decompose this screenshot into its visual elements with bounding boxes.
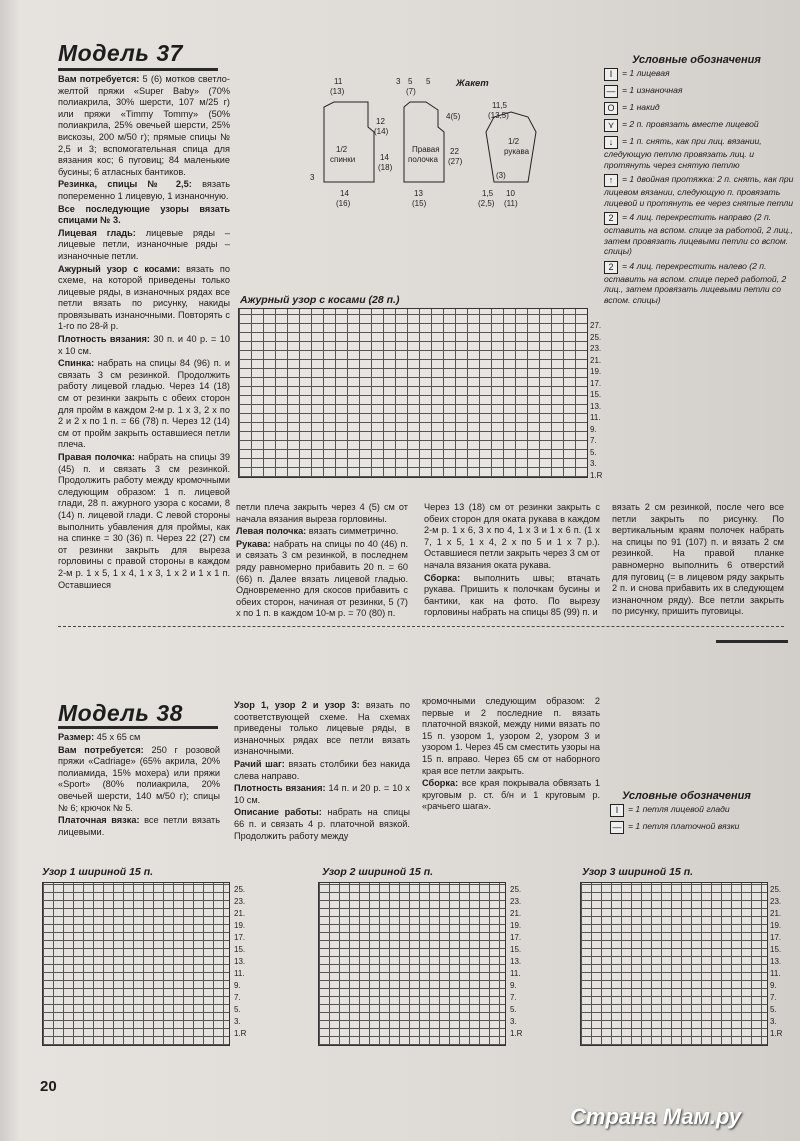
chart-title-37: Ажурный узор с косами (28 п.) [240, 294, 400, 306]
legend-title-37: Условные обозначения [632, 54, 761, 66]
row-number: 21. [590, 355, 602, 365]
legend-item [604, 261, 794, 306]
legend-symbol-icon: I [604, 68, 618, 81]
schema-label: 3 [310, 173, 315, 182]
legend-item [604, 85, 794, 98]
paragraph-heading: Рачий шаг: [234, 758, 285, 769]
legend-item [604, 102, 794, 115]
chart-title-pattern-3: Узор 3 шириной 15 п. [582, 866, 694, 878]
row-number: 7. [510, 993, 517, 1002]
paragraph-text: набрать на спицы 39 (45) п. и связать 3 см резинкой. Продолжить работу между кромочными следующим образом: 1 п. лицевой глади, 28 п. ажурного узора с косами, 8 (14) п. лицевой глади. С левой стороны выполнить убавления для проймы, как на спинке = 30 (36) п. Через 22 (27) см от резинки закрыть для выреза горловины с правой стороны в каждом 2-м р. 1 х 5, 1 х 4, 1 х 3, 1 х 2 и 1 х 1 п. Оставшиеся [58, 452, 231, 590]
schema-label: (3) [496, 171, 506, 180]
schema-label: 5 [408, 77, 413, 86]
schema-title: Жакет [456, 78, 489, 89]
model-38-column-3 [422, 696, 600, 814]
paragraph [424, 573, 600, 619]
row-number: 19. [234, 921, 246, 930]
paragraph [58, 264, 230, 334]
pattern-1-chart [42, 882, 230, 1046]
schema-label: 10 [506, 189, 515, 198]
row-number: 17. [234, 933, 246, 942]
schema-label: 12 [376, 117, 385, 126]
paragraph [234, 700, 410, 758]
row-number: 7. [234, 993, 241, 1002]
paragraph-heading: Ажурный узор с косами: [58, 263, 181, 274]
paragraph-heading: Платочная вязка: [58, 815, 140, 826]
paragraph [236, 539, 408, 620]
paragraph [234, 759, 410, 782]
legend-item [604, 136, 794, 170]
paragraph [58, 334, 230, 357]
schema-label: спинки [330, 155, 356, 164]
paragraph-heading: Спинка: [58, 358, 95, 369]
row-number: 3. [590, 459, 597, 468]
row-number: 13. [590, 401, 602, 411]
paragraph-text: 250 г розовой пряжи «Cadriage» (65% акрила, 20% полиамида, 15% мохера) или пряжи «Sport» (80% полиакрила, 20% овечьей шерсти, 140 м/50 г); спицы № 6; крючок № 5. [58, 744, 220, 813]
schema-label: 5 [426, 77, 431, 86]
schema-label: (27) [448, 157, 463, 166]
model-38-column-1 [58, 732, 220, 839]
chart-title-pattern-2: Узор 2 шириной 15 п. [322, 866, 434, 878]
model-38-column-2 [234, 700, 410, 843]
pattern-2-chart [318, 882, 506, 1046]
schema-label: 4(5) [446, 112, 461, 121]
paragraph [422, 696, 600, 777]
schema-label: 14 [380, 153, 389, 162]
schema-label: 13 [414, 189, 423, 198]
row-number: 15. [770, 945, 782, 954]
legend-38 [610, 804, 790, 838]
paragraph-heading: Вам потребуется: [58, 74, 140, 84]
row-number: 13. [510, 957, 522, 966]
legend-item [604, 174, 794, 208]
row-number: 3. [510, 1017, 517, 1026]
paragraph-heading: Плотность вязания: [58, 334, 150, 345]
paragraph-text: вязать столбики без накида слева направо. [234, 758, 410, 781]
paragraph-heading: Сборка: [424, 572, 461, 583]
legend-item [604, 68, 794, 81]
paragraph-heading: Все последующие узоры вязать спицами № 3. [58, 203, 230, 226]
row-number: 13. [234, 957, 246, 966]
schema-label: (16) [336, 199, 351, 208]
row-number: 9. [510, 981, 517, 990]
row-number: 11. [590, 413, 601, 422]
paragraph-text: 45 х 65 см [94, 732, 141, 742]
row-number: 25. [234, 885, 246, 894]
paragraph-text: лицевые ряды – лицевые петли, изнаночные ряды – изнаночные петли. [58, 227, 230, 261]
legend-symbol-icon: — [610, 821, 624, 834]
row-number: 25. [510, 885, 522, 894]
model-37-column-2 [236, 502, 408, 621]
paragraph [58, 358, 230, 451]
schema-label: (13,5) [488, 111, 509, 120]
row-number: 15. [234, 945, 246, 954]
schema-label: (14) [374, 127, 389, 136]
row-number: 11. [770, 969, 781, 978]
chart-row-numbers-37 [590, 320, 602, 481]
paragraph-text: вязать по схеме, на которой приведены только лицевые ряды, в изнаночных рядах все петли вязать по рисунку, накиды провязывать изнаночными. Повторять с 1-го по 28-й р. [58, 263, 230, 332]
row-number: 11. [510, 969, 521, 978]
legend-text: = 4 лиц. перекрестить налево (2 п. оставить на вспом. спице перед работой, 2 лиц., затем провязать лицевыми петли со вспом. спицы) [604, 260, 787, 305]
legend-text: = 1 изнаночная [622, 85, 683, 95]
schema-label: (2,5) [478, 199, 495, 208]
paragraph-text: 30 п. и 40 р. = 10 х 10 см. [58, 334, 230, 356]
row-number: 1.R [234, 1029, 247, 1038]
row-number: 17. [510, 933, 522, 942]
section-divider [58, 626, 784, 627]
paragraph-text: 14 п. и 20 р. = 10 х 10 см. [234, 783, 410, 805]
paragraph-text: вязать по соответствующей схеме. На схемах приведены только лицевые ряды, в изнаночных рядах все петли вязать изнаночными. [234, 700, 410, 757]
paragraph [58, 815, 220, 838]
row-number: 21. [510, 909, 522, 918]
watermark: Страна Мам.ру [570, 1104, 742, 1129]
row-number: 25. [590, 332, 602, 342]
legend-symbol-icon: ⋎ [604, 119, 618, 132]
schema-label: полочка [408, 155, 438, 164]
row-number: 23. [510, 897, 522, 906]
paragraph-heading: Описание работы: [234, 807, 322, 818]
row-number: 25. [770, 885, 782, 894]
model-37-column-3 [424, 502, 600, 620]
row-number: 23. [770, 897, 782, 906]
row-number: 3. [234, 1017, 241, 1026]
schema-label: 11 [334, 77, 343, 86]
legend-symbol-icon: I [610, 804, 624, 817]
paragraph [612, 502, 784, 618]
paragraph-text: набрать на спицы по 40 (46) п. и связать 3 см резинкой, в последнем ряду равномерно прибавить 20 п. = 60 (66) п. Далее вязать лицевой гладью. Одновременно для скосов прибавить с обеих сторон, начиная от резинки, 5 (7) х по 1 п. в каждом 10-м р. = 70 (80) п. [236, 538, 408, 619]
paragraph-text: вязать 2 см резинкой, после чего все петли закрыть по рисунку. По вертикальным краям полочек набрать на спицы по 91 (107) п. и вязать 2 см резинкой. На правой планке равномерно выполнить 6 отверстий для пуговиц (= в лицевом ряду закрыть 2 п. и снова прибавить их в следующем изнаночном ряду). Все петли закрыть по рисунку, пришить пуговицы. [612, 502, 784, 617]
paragraph-heading: Вам потребуется: [58, 744, 144, 755]
paragraph-text: выполнить швы; втачать рукава. Пришить к полочкам бусины и бантики, как на фото. По вырезу горловины набрать на спицы 85 (99) п. и [424, 572, 600, 618]
garment-schema [296, 72, 546, 217]
paragraph-text: Через 13 (18) см от резинки закрыть с обеих сторон для оката рукава в каждом 2-м р. 1 х 6, 3 х по 4, 1 х 3 и 1 х 6 п. (1 х 7, 1 х 5, 1 х 4, 2 х по 5 и 1 х 7 р.). Оставшиеся петли закрыть через 3 см от начала вязания оката рукава. [424, 502, 600, 570]
legend-text: = 1 двойная протяжка: 2 п. снять, как при лицевом вязании, следующую п. провязать лицевой и протянуть ее через снятые петли [604, 174, 794, 208]
paragraph-text: 5 (6) мотков светло-желтой пряжи «Super Baby» (70% полиакрила, 30% шерсти, 107 м/25 г) или пряжи «Timmy Tommy» (50% полиакрила, 25% овечьей шерсти, 25% вискозы, 200 м/50 г); прямые спицы № 2,5 и 3; вспомогательная спица для вязания кос; 6 пуговиц; 84 маленькие бусины; 6 атласных бантиков. [58, 74, 230, 177]
page-number: 20 [40, 1078, 57, 1095]
legend-item [610, 821, 790, 834]
row-number: 23. [234, 897, 246, 906]
schema-label: 11,5 [492, 101, 507, 110]
row-number: 11. [234, 969, 245, 978]
row-number: 15. [590, 390, 602, 399]
paragraph [58, 745, 220, 815]
schema-label: Правая [412, 145, 440, 154]
paragraph-text: набрать на спицы 66 п. и связать 4 р. платочной вязкой. Продолжить работу между [234, 807, 410, 841]
title-underline [58, 68, 218, 71]
legend-text: = 4 лиц. перекрестить направо (2 п. оставить на вспом. спице за работой, 2 лиц., затем провязать лицевыми петли со вспом. спицы) [604, 212, 793, 256]
paragraph [234, 807, 410, 842]
paragraph-text: все петли вязать лицевыми. [58, 815, 220, 837]
legend-item [604, 212, 794, 257]
row-number: 5. [590, 447, 597, 457]
paragraph-text: набрать на спицы 84 (96) п. и связать 3 см резинкой. Продолжить работу лицевой гладью. Через 14 (18) см от резинки закрыть с обеих сторон для пройм в каждом 2-м р. 1 х 3, 2 х по 2 и 2 х по 1 п. = 66 (78) п. Через 12 (14) см от пройм закрыть оставшиеся петли плеча. [58, 358, 230, 450]
chart-row-numbers-1 [234, 884, 246, 1040]
paragraph-heading: Сборка: [422, 778, 459, 789]
paragraph-text: вязать симметрично. [306, 526, 399, 537]
row-number: 13. [770, 957, 782, 966]
paragraph [424, 502, 600, 572]
paragraph [236, 526, 408, 538]
legend-symbol-icon: ↓ [604, 136, 618, 149]
legend-text: = 1 накид [622, 102, 660, 112]
legend-text: = 1 петля лицевой глади [628, 804, 730, 814]
schema-label: (13) [330, 87, 345, 96]
paragraph [58, 179, 230, 202]
divider-bar [716, 640, 788, 643]
paragraph-heading: Левая полочка: [236, 526, 307, 537]
paragraph-text: вязать попеременно 1 лицевую, 1 изнаночную. [58, 179, 230, 201]
schema-label: (15) [412, 199, 427, 208]
row-number: 1.R [770, 1029, 783, 1038]
row-number: 5. [770, 1005, 777, 1014]
row-number: 7. [770, 993, 777, 1002]
legend-title-38: Условные обозначения [622, 790, 751, 802]
schema-label: рукава [504, 147, 530, 156]
schema-label: (11) [504, 199, 518, 208]
legend-item [604, 119, 794, 132]
row-number: 5. [510, 1005, 517, 1014]
row-number: 9. [770, 981, 777, 990]
schema-label: 22 [450, 147, 459, 156]
row-number: 19. [770, 921, 782, 930]
row-number: 23. [590, 344, 602, 353]
legend-symbol-icon: 2 [604, 212, 618, 225]
row-number: 21. [770, 909, 782, 918]
row-number: 19. [510, 921, 522, 930]
paragraph-heading: Лицевая гладь: [58, 227, 136, 238]
schema-label: (18) [378, 163, 393, 172]
chart-title-pattern-1: Узор 1 шириной 15 п. [42, 866, 154, 878]
legend-symbol-icon: 2 [604, 261, 618, 274]
legend-symbol-icon: O [604, 102, 618, 115]
paragraph-heading: Узор 1, узор 2 и узор 3: [234, 700, 360, 710]
row-number: 17. [770, 933, 782, 942]
model-37-column-4 [612, 502, 784, 619]
legend-text: = 2 п. провязать вместе лицевой [622, 119, 759, 129]
paragraph [58, 228, 230, 263]
row-number: 9. [590, 424, 597, 434]
row-number: 17. [590, 378, 602, 388]
paragraph-text: кромочными следующим образом: 2 первые и 2 последние п. вязать платочной вязкой, между ними вязать по 15 п. узором 1, узором 2, узором 3 и узором 1. Через 45 см сместить узоры на 15 п. вправо. Через 65 см от наборного края все петли закрыть. [422, 696, 600, 776]
row-number: 27. [590, 321, 602, 330]
paragraph [58, 732, 220, 744]
row-number: 19. [590, 367, 602, 376]
paragraph-heading: Правая полочка: [58, 452, 135, 462]
paragraph [58, 204, 230, 227]
schema-label: 3 [396, 77, 401, 86]
paragraph-heading: Размер: [58, 732, 95, 742]
row-number: 5. [234, 1005, 241, 1014]
paragraph-heading: Резинка, спицы № 2,5: [58, 179, 192, 190]
model-38-title: Модель 38 [58, 700, 183, 726]
schema-label: 1,5 [482, 189, 494, 198]
lace-cable-chart [238, 308, 588, 478]
model-37-column-1 [58, 74, 230, 592]
chart-row-numbers-3 [770, 884, 782, 1040]
paragraph [58, 452, 230, 591]
pattern-3-chart [580, 882, 768, 1046]
row-number: 1.R [510, 1029, 523, 1038]
paragraph-text: все края покрывала обвязать 1 круговым р. ст. б/н и 1 круговым р. «рачьего шага». [422, 778, 600, 812]
row-number: 7. [590, 436, 597, 445]
model-37-title: Модель 37 [58, 40, 183, 66]
row-number: 15. [510, 945, 522, 954]
legend-text: = 1 петля платочной вязки [628, 821, 740, 831]
paragraph [236, 502, 408, 525]
legend-symbol-icon: — [604, 85, 618, 98]
row-number: 21. [234, 909, 246, 918]
paragraph [58, 74, 230, 178]
paragraph-text: петли плеча закрыть через 4 (5) см от начала вязания выреза горловины. [236, 502, 408, 524]
schema-label: 1/2 [336, 145, 348, 154]
schema-label: 1/2 [508, 137, 520, 146]
chart-row-numbers-2 [510, 884, 522, 1040]
legend-text: = 1 лицевая [622, 68, 670, 78]
schema-label: 14 [340, 189, 349, 198]
legend-text: = 1 п. снять, как при лиц. вязании, следующую петлю провязать лиц. и протянуть через снятую петлю [604, 136, 762, 170]
legend-37 [604, 68, 794, 309]
legend-symbol-icon: ↑ [604, 174, 618, 187]
paragraph [234, 783, 410, 806]
legend-item [610, 804, 790, 817]
paragraph-heading: Рукава: [236, 538, 271, 549]
paragraph-heading: Плотность вязания: [234, 783, 326, 794]
paragraph [422, 778, 600, 813]
title-underline [58, 726, 218, 729]
row-number: 3. [770, 1017, 777, 1026]
row-number: 9. [234, 981, 241, 990]
schema-label: (7) [406, 87, 416, 96]
row-number: 1.R [590, 470, 603, 480]
